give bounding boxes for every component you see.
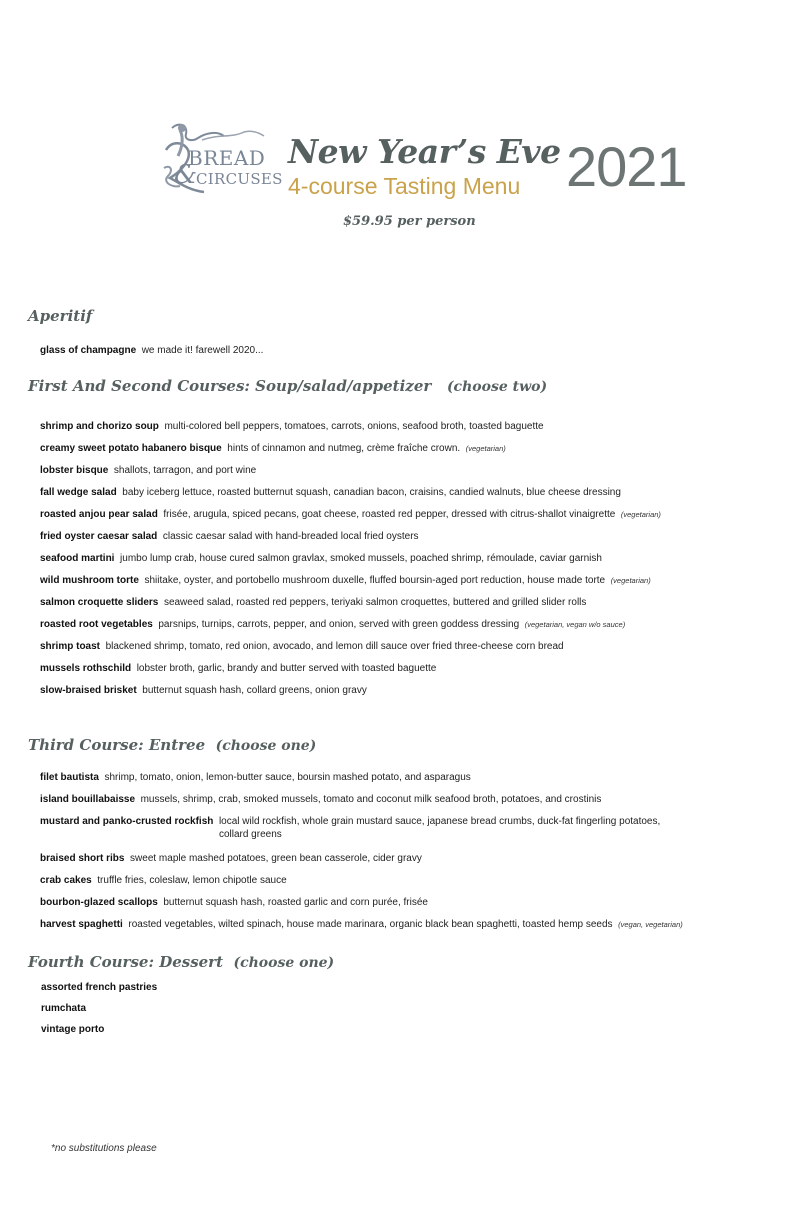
item-name: lobster bisque bbox=[40, 465, 109, 476]
item-name: slow-braised brisket bbox=[40, 685, 137, 696]
section-title-text: Fourth Course: Dessert bbox=[28, 953, 224, 971]
item-description-block bbox=[122, 486, 621, 499]
item-description-block bbox=[137, 662, 437, 675]
item-description-block bbox=[164, 596, 586, 609]
item-description-block bbox=[219, 815, 660, 841]
item-description: shallots, tarragon, and port wine bbox=[113, 465, 257, 476]
item-description-block bbox=[120, 552, 602, 565]
item-description-block bbox=[141, 793, 602, 806]
item-description: shrimp, tomato, onion, lemon-butter sauce, boursin mashed potato, and asparagus bbox=[104, 772, 471, 783]
item-description: truffle fries, coleslaw, lemon chipotle sauce bbox=[97, 875, 287, 886]
section-title-text: First And Second Courses: Soup/salad/appetizer bbox=[28, 377, 432, 395]
item-description: local wild rockfish, whole grain mustard sauce, japanese bread crumbs, duck-fat fingerling potatoes, bbox=[218, 816, 661, 827]
logo-circuses-text: CIRCUSES bbox=[196, 170, 283, 188]
dessert-item: rumchata bbox=[41, 1003, 87, 1014]
item-name: bourbon-glazed scallops bbox=[40, 897, 158, 908]
item-name: braised short ribs bbox=[40, 853, 125, 864]
item-name: glass of champagne bbox=[40, 345, 137, 356]
menu-item bbox=[40, 640, 564, 653]
menu-item bbox=[40, 508, 661, 521]
item-name: harvest spaghetti bbox=[40, 919, 123, 930]
section-title-first-second bbox=[28, 377, 547, 395]
menu-item bbox=[40, 793, 601, 806]
bread-and-circuses-logo bbox=[158, 120, 283, 200]
item-name: fall wedge salad bbox=[40, 487, 117, 498]
menu-item bbox=[40, 486, 621, 499]
item-description: baby iceberg lettuce, roasted butternut squash, canadian bacon, craisins, candied walnuts, blue cheese dressing bbox=[122, 487, 621, 498]
item-name: island bouillabaisse bbox=[40, 794, 136, 805]
dietary-note: (vegetarian) bbox=[620, 510, 661, 519]
menu-title: New Year’s Eve bbox=[288, 132, 561, 171]
menu-item bbox=[40, 918, 683, 931]
item-description-block bbox=[158, 618, 625, 631]
item-name: seafood martini bbox=[40, 553, 115, 564]
menu-header bbox=[0, 0, 792, 260]
menu-item bbox=[40, 618, 625, 631]
item-description: multi-colored bell peppers, tomatoes, carrots, onions, seafood broth, toasted baguette bbox=[164, 421, 544, 432]
item-name: salmon croquette sliders bbox=[40, 597, 159, 608]
dietary-note: (vegetarian) bbox=[465, 444, 506, 453]
item-description-block bbox=[104, 771, 470, 784]
menu-item bbox=[40, 874, 287, 887]
item-description: parsnips, turnips, carrots, pepper, and onion, served with green goddess dressing bbox=[158, 619, 520, 630]
menu-item bbox=[40, 684, 367, 697]
item-description: frisée, arugula, spiced pecans, goat cheese, roasted red pepper, dressed with citrus-shallot vinaigrette bbox=[163, 509, 616, 520]
menu-item bbox=[40, 852, 422, 865]
menu-item bbox=[40, 442, 506, 455]
menu-item bbox=[40, 420, 544, 433]
item-name: roasted anjou pear salad bbox=[40, 509, 158, 520]
menu-year: 2021 bbox=[566, 135, 687, 198]
section-title-aperitif: Aperitif bbox=[28, 307, 93, 325]
item-description: jumbo lump crab, house cured salmon gravlax, smoked mussels, poached shrimp, rémoulade, caviar garnish bbox=[120, 553, 602, 564]
menu-item bbox=[40, 530, 419, 543]
menu-item bbox=[40, 596, 586, 609]
item-description-block bbox=[97, 874, 286, 887]
item-description-block bbox=[227, 442, 506, 455]
item-description: seaweed salad, roasted red peppers, teriyaki salmon croquettes, buttered and grilled slider rolls bbox=[163, 597, 587, 608]
item-name: crab cakes bbox=[40, 875, 92, 886]
item-description: mussels, shrimp, crab, smoked mussels, tomato and coconut milk seafood broth, potatoes, and crostinis bbox=[140, 794, 602, 805]
item-description-block bbox=[163, 530, 419, 543]
footnote: *no substitutions please bbox=[51, 1143, 157, 1154]
section-choose-note: (choose one) bbox=[233, 955, 335, 971]
dietary-note: (vegetarian, vegan w/o sauce) bbox=[524, 620, 626, 629]
dietary-note: (vegan, vegetarian) bbox=[618, 920, 683, 929]
item-description: lobster broth, garlic, brandy and butter served with toasted baguette bbox=[136, 663, 437, 674]
item-description: sweet maple mashed potatoes, green bean casserole, cider gravy bbox=[130, 853, 422, 864]
item-description: butternut squash hash, collard greens, onion gravy bbox=[142, 685, 367, 696]
item-description-block bbox=[163, 508, 661, 521]
dietary-note: (vegetarian) bbox=[610, 576, 651, 585]
menu-item bbox=[40, 464, 256, 477]
item-name: mussels rothschild bbox=[40, 663, 132, 674]
item-description-block bbox=[163, 896, 428, 909]
item-name: shrimp and chorizo soup bbox=[40, 421, 159, 432]
item-description-block bbox=[164, 420, 543, 433]
item-description-block bbox=[106, 640, 564, 653]
menu-item bbox=[40, 896, 428, 909]
section-title-fourth bbox=[28, 953, 334, 971]
section-choose-note: (choose two) bbox=[446, 379, 548, 395]
logo-amp-text: & bbox=[174, 160, 198, 190]
item-description-block bbox=[144, 574, 650, 587]
item-description: roasted vegetables, wilted spinach, house made marinara, organic black bean spaghetti, toasted hemp seeds bbox=[128, 919, 613, 930]
item-description-block bbox=[114, 464, 256, 477]
menu-item bbox=[40, 662, 436, 675]
item-description: shiitake, oyster, and portobello mushroom duxelle, fluffed boursin-aged port reduction, house made torte bbox=[144, 575, 606, 586]
item-name: mustard and panko-crusted rockfish bbox=[40, 816, 214, 827]
item-name: creamy sweet potato habanero bisque bbox=[40, 443, 222, 454]
dessert-item: vintage porto bbox=[41, 1024, 105, 1035]
menu-item bbox=[40, 815, 660, 841]
item-description-block bbox=[142, 684, 367, 697]
menu-item bbox=[40, 344, 263, 357]
item-name: shrimp toast bbox=[40, 641, 101, 652]
item-description-block bbox=[128, 918, 682, 931]
section-title-text: Third Course: Entree bbox=[28, 736, 206, 754]
item-description-block bbox=[130, 852, 422, 865]
menu-item bbox=[40, 574, 651, 587]
item-name: wild mushroom torte bbox=[40, 575, 139, 586]
menu-item bbox=[40, 771, 471, 784]
menu-subtitle: 4-course Tasting Menu bbox=[288, 173, 521, 199]
item-description: we made it! farewell 2020... bbox=[141, 345, 264, 356]
item-name: filet bautista bbox=[40, 772, 99, 783]
item-description: classic caesar salad with hand-breaded local fried oysters bbox=[162, 531, 419, 542]
logo-bread-text: BREAD bbox=[188, 146, 266, 170]
section-choose-note: (choose one) bbox=[215, 738, 317, 754]
item-name: roasted root vegetables bbox=[40, 619, 153, 630]
section-title-third bbox=[28, 736, 316, 754]
item-description: hints of cinnamon and nutmeg, crème fraîche crown. bbox=[227, 443, 461, 454]
item-name: fried oyster caesar salad bbox=[40, 531, 158, 542]
price-per-person: $59.95 per person bbox=[343, 214, 476, 229]
menu-item bbox=[40, 552, 602, 565]
dessert-item: assorted french pastries bbox=[41, 982, 158, 993]
item-description: butternut squash hash, roasted garlic and corn purée, frisée bbox=[163, 897, 428, 908]
item-description-continued: collard greens bbox=[218, 829, 282, 840]
item-description: blackened shrimp, tomato, red onion, avocado, and lemon dill sauce over fried three-cheese corn bread bbox=[105, 641, 564, 652]
